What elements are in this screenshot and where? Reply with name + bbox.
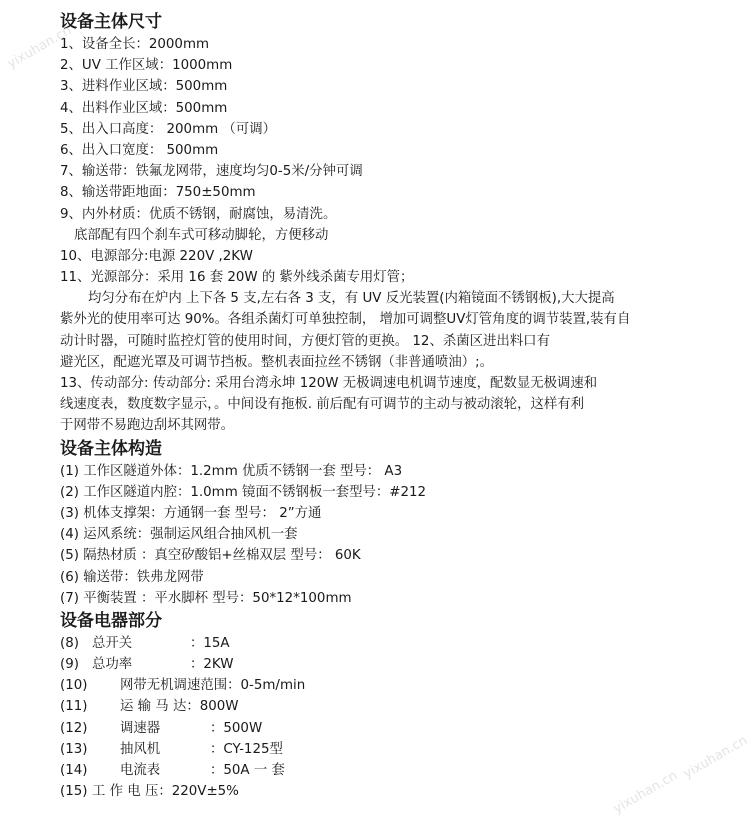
electrical-row [60, 760, 720, 781]
watermark-text: yixuhan.cn [611, 768, 681, 817]
electrical-row [60, 675, 720, 696]
row-label: 抽风机 [120, 741, 161, 757]
row-number: (8) [60, 635, 79, 651]
structure-line: (5) 隔热材质 ：真空矽酸铝+丝棉双层 型号： 60K [60, 548, 361, 564]
size-line: 6、出入口宽度： 500mm [60, 142, 219, 158]
size-line: 3、进料作业区域：500mm [60, 79, 228, 95]
structure-line: (4) 运风系统：强制运风组合抽风机一套 [60, 527, 298, 543]
size-line: 1、设备全长：2000mm [60, 37, 210, 52]
row-label: 运 输 马 达：800W [120, 699, 239, 715]
size-line: 于网带不易跑边刮坏其网带。 [60, 418, 235, 434]
row-value: ：15A [190, 635, 230, 651]
row-number: (15) [60, 784, 88, 800]
row-label: 总功率 [92, 657, 133, 673]
row-value: ：50A 一 套 [210, 763, 285, 778]
section-title-size: 设备主体尺寸 [60, 12, 162, 32]
structure-line: (7) 平衡装置 ：平水脚杯 型号：50*12*100mm [60, 590, 352, 606]
size-line: 13、传动部分: 传动部分: 采用台湾永坤 120W 无极调速电机调节速度，配数显无极调速和 [60, 376, 598, 391]
row-label: 工 作 电 压：220V±5% [92, 784, 239, 800]
row-value: ：500W [210, 720, 263, 736]
size-line: 4、出料作业区域：500mm [60, 100, 228, 116]
row-value: ：2KW [190, 657, 234, 673]
size-line: 9、内外材质：优质不锈钢，耐腐蚀，易清洗。 [60, 206, 337, 222]
size-line: 线速度表，数度数字显示，。中间设有拖板. 前后配有可调节的主动与被动滚轮，这样有利 [60, 397, 585, 413]
electrical-row [60, 654, 720, 675]
electrical-row [60, 696, 720, 717]
size-line: 5、出入口高度： 200mm （可调） [60, 121, 276, 137]
spec-document [60, 10, 720, 802]
structure-line: (6) 输送带：铁弗龙网带 [60, 569, 204, 585]
structure-line: (1) 工作区隧道外体：1.2mm 优质不锈钢一套 型号： A3 [60, 463, 403, 479]
size-line: 11、光源部分：采用 16 套 20W 的 紫外线杀菌专用灯管； [60, 270, 414, 286]
watermark-text: yixuhan.cn [681, 733, 750, 782]
row-label: 调速器 [120, 720, 161, 736]
row-number: (12) [60, 720, 88, 736]
size-line: 8、输送带距地面：750±50mm [60, 185, 256, 201]
row-number: (14) [60, 763, 88, 778]
size-line: 避光区，配遮光罩及可调节挡板。整机表面拉丝不锈钢（非普通喷油）;。 [60, 354, 494, 370]
size-line: 动计时器，可随时监控灯管的使用时间，方便灯管的更换。 12、杀菌区进出料口有 [60, 333, 550, 349]
size-line: 紫外光的使用率可达 90%。各组杀菌灯可单独控制， 增加可调整UV灯管角度的调节装置,装有自 [60, 312, 631, 328]
row-number: (9) [60, 657, 79, 673]
structure-line: (3) 机体支撑架：方通钢一套 型号： 2”方通 [60, 505, 322, 521]
structure-line: (2) 工作区隧道内腔：1.0mm 镜面不锈钢板一套型号：#212 [60, 484, 427, 500]
row-number: (11) [60, 699, 88, 715]
watermark-text: yixuhan.cn [5, 23, 75, 72]
size-line: 2、UV 工作区域：1000mm [60, 58, 233, 74]
row-number: (10) [60, 678, 88, 694]
size-line: 7、输送带：铁氟龙网带，速度均匀0-5米/分钟可调 [60, 164, 363, 180]
row-label: 总开关 [92, 635, 133, 651]
electrical-row [60, 718, 720, 739]
size-line: 10、电源部分:电源 220V ,2KW [60, 248, 253, 264]
row-number: (13) [60, 741, 88, 757]
electrical-row [60, 633, 720, 654]
section-title-structure: 设备主体构造 [60, 438, 162, 459]
size-line: 均匀分布在炉内 上下各 5 支,左右各 3 支，有 UV 反光装置(内箱镜面不锈钢板),大大提高 [88, 291, 615, 307]
size-line: 底部配有四个刹车式可移动脚轮，方便移动 [74, 227, 329, 243]
electrical-row [60, 739, 720, 760]
row-label: 网带无机调速范围：0-5m/min [120, 678, 306, 694]
section-title-electrical: 设备电器部分 [60, 610, 162, 631]
row-label: 电流表 [120, 763, 161, 778]
row-value: ：CY-125型 [210, 741, 283, 757]
